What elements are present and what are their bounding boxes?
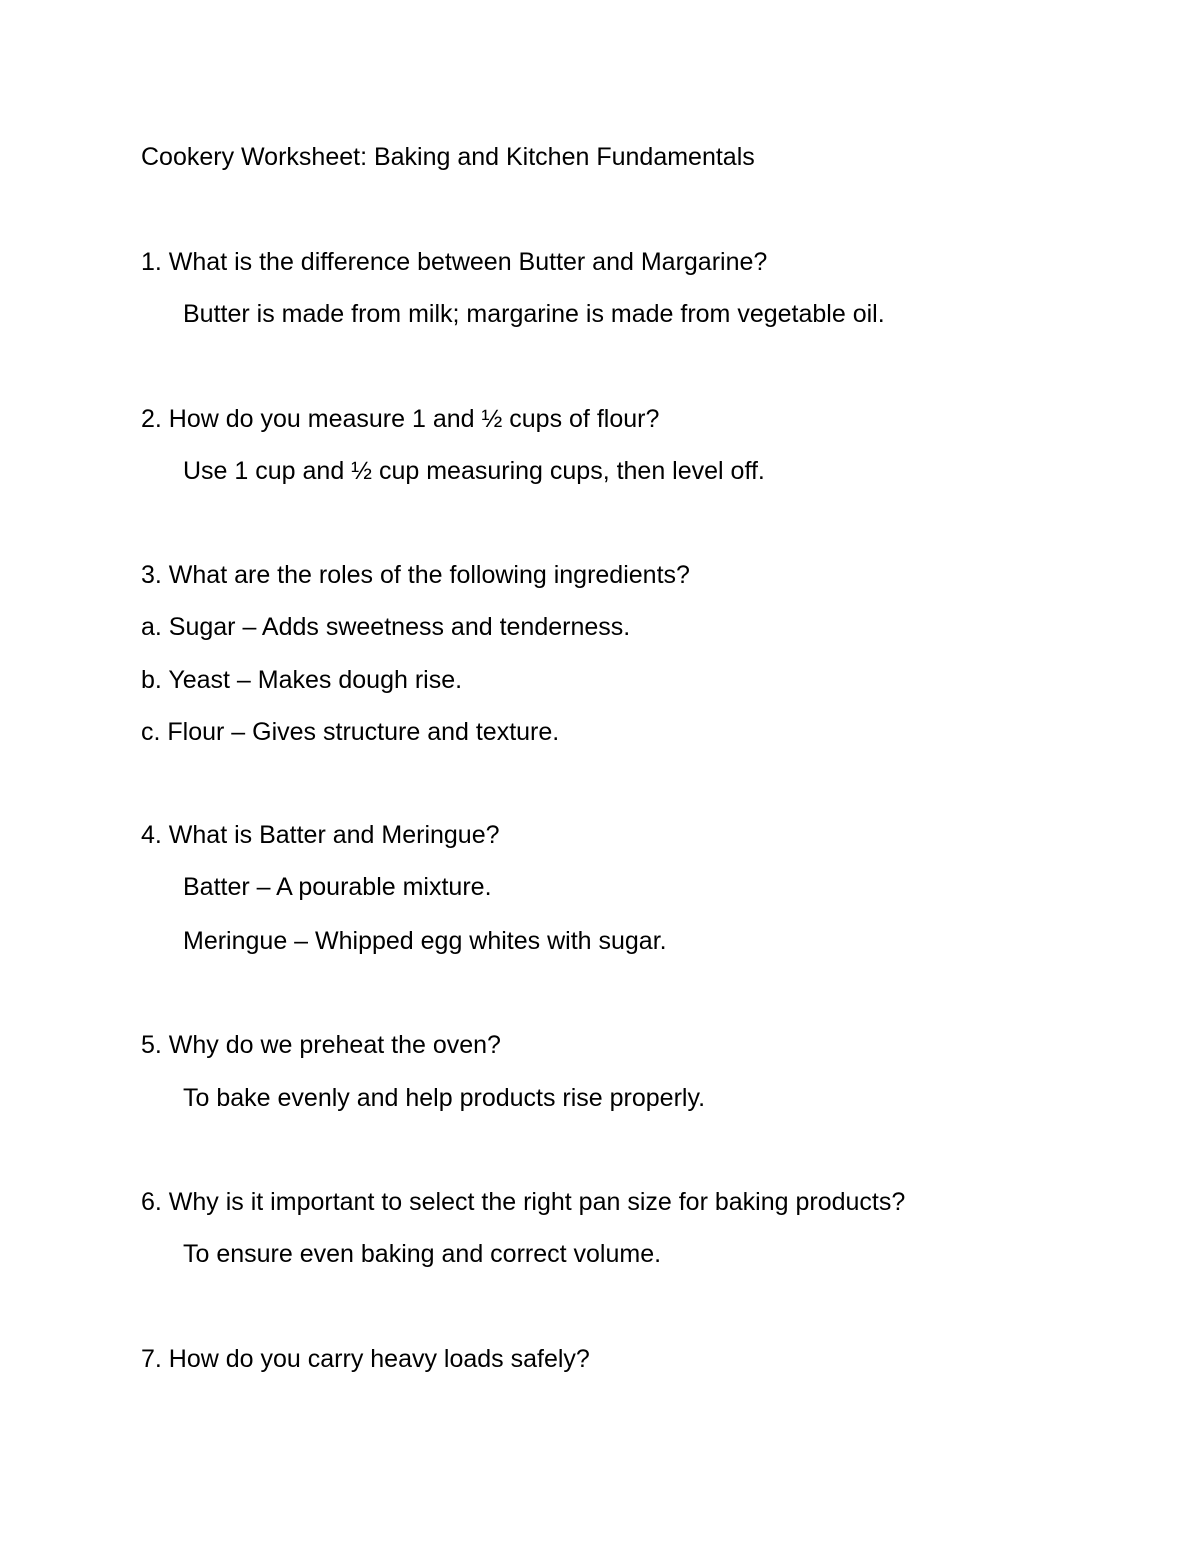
answer-5: To bake evenly and help products rise properly. [183, 1084, 706, 1112]
question-1: 1. What is the difference between Butter and Margarine? [141, 248, 768, 276]
question-3: 3. What are the roles of the following ingredients? [141, 561, 690, 589]
question-5: 5. Why do we preheat the oven? [141, 1031, 501, 1059]
question-7: 7. How do you carry heavy loads safely? [141, 1345, 590, 1373]
answer-3b: b. Yeast – Makes dough rise. [141, 666, 463, 694]
answer-3c: c. Flour – Gives structure and texture. [141, 718, 560, 746]
answer-4-meringue: Meringue – Whipped egg whites with sugar. [183, 927, 667, 955]
answer-4-batter: Batter – A pourable mixture. [183, 873, 492, 901]
question-2: 2. How do you measure 1 and ½ cups of flour? [141, 405, 660, 433]
answer-2: Use 1 cup and ½ cup measuring cups, then level off. [183, 457, 765, 485]
answer-6: To ensure even baking and correct volume. [183, 1240, 662, 1268]
page-title: Cookery Worksheet: Baking and Kitchen Fundamentals [141, 143, 755, 171]
answer-3a: a. Sugar – Adds sweetness and tenderness. [141, 613, 631, 641]
question-6: 6. Why is it important to select the right pan size for baking products? [141, 1188, 906, 1216]
answer-1: Butter is made from milk; margarine is made from vegetable oil. [183, 300, 885, 328]
question-4: 4. What is Batter and Meringue? [141, 821, 500, 849]
